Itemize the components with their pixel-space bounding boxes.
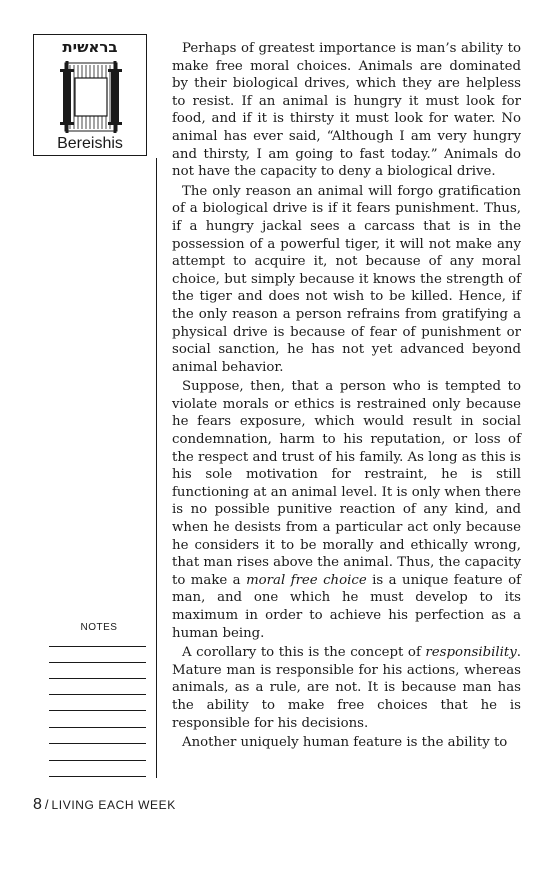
paragraph: A corollary to this is the concept of responsibility. Mature man is responsible for his actions, whereas animals, as a rule, are not. It is because man has the ability to make free choices that he is responsible for his decisions. [172, 645, 521, 731]
torah-scroll-icon [56, 61, 126, 133]
page-number: 8 [33, 796, 42, 813]
paragraph: Suppose, then, that a person who is tempted to violate morals or ethics is restrained only because he fears exposure, which would result in social condemnation, harm to his reputation, or loss of the respect and trust of his family. As long as this is his sole motivation for restraint, he is still functioning at an animal level. It is only when there is no possible punitive reaction of any kind, and when he desists from a particular act only because he considers it to be morally and ethically wrong, that man rises above the animal. Thus, the capacity to make a moral free choice is a unique feature of man, and one which he must develop to its maximum in order to achieve his perfection as a human being. [172, 379, 521, 641]
note-line [49, 678, 146, 679]
note-line [49, 760, 146, 761]
paragraph: Perhaps of greatest importance is man’s ability to make free moral choices. Animals are dominated by their biological drives, which they are helpless to resist. If an animal is hungry it must look for food, and if it is thirsty it must look for water. No animal has ever said, “Although I am very hungry and thirsty, I am going to fast today.” Animals do not have the capacity to deny a biological drive. [172, 41, 521, 180]
note-line [49, 727, 146, 728]
note-line [49, 710, 146, 711]
footer-separator: / [44, 797, 49, 812]
note-line [49, 646, 146, 647]
note-line [49, 776, 146, 777]
note-line [49, 694, 146, 695]
note-line [49, 743, 146, 744]
body-text [172, 40, 521, 752]
emphasis: moral free choice [246, 572, 367, 588]
notes-label: NOTES [80, 622, 118, 633]
running-footer [33, 796, 176, 814]
parsha-hebrew-title: בראשית [62, 38, 118, 56]
book-title: LIVING EACH WEEK [51, 798, 176, 812]
note-line [49, 662, 146, 663]
paragraph: The only reason an animal will forgo gratification of a biological drive is if it fears punishment. Thus, if a hungry jackal sees a carcass that is in the possession of a powerful tiger, it will not make any attempt to acquire it, not because of any moral choice, but simply because it knows the strength of the tiger and does not wish to be killed. Hence, if the only reason a person refrains from gratifying a physical drive is because of fear of punishment or social sanction, he has not yet advanced beyond animal behavior. [172, 183, 521, 375]
paragraph: Another uniquely human feature is the ability to [182, 735, 508, 751]
emphasis: responsibility [425, 645, 517, 661]
parsha-badge [33, 34, 147, 156]
parsha-name: Bereishis [57, 135, 123, 152]
margin-divider [156, 158, 157, 778]
